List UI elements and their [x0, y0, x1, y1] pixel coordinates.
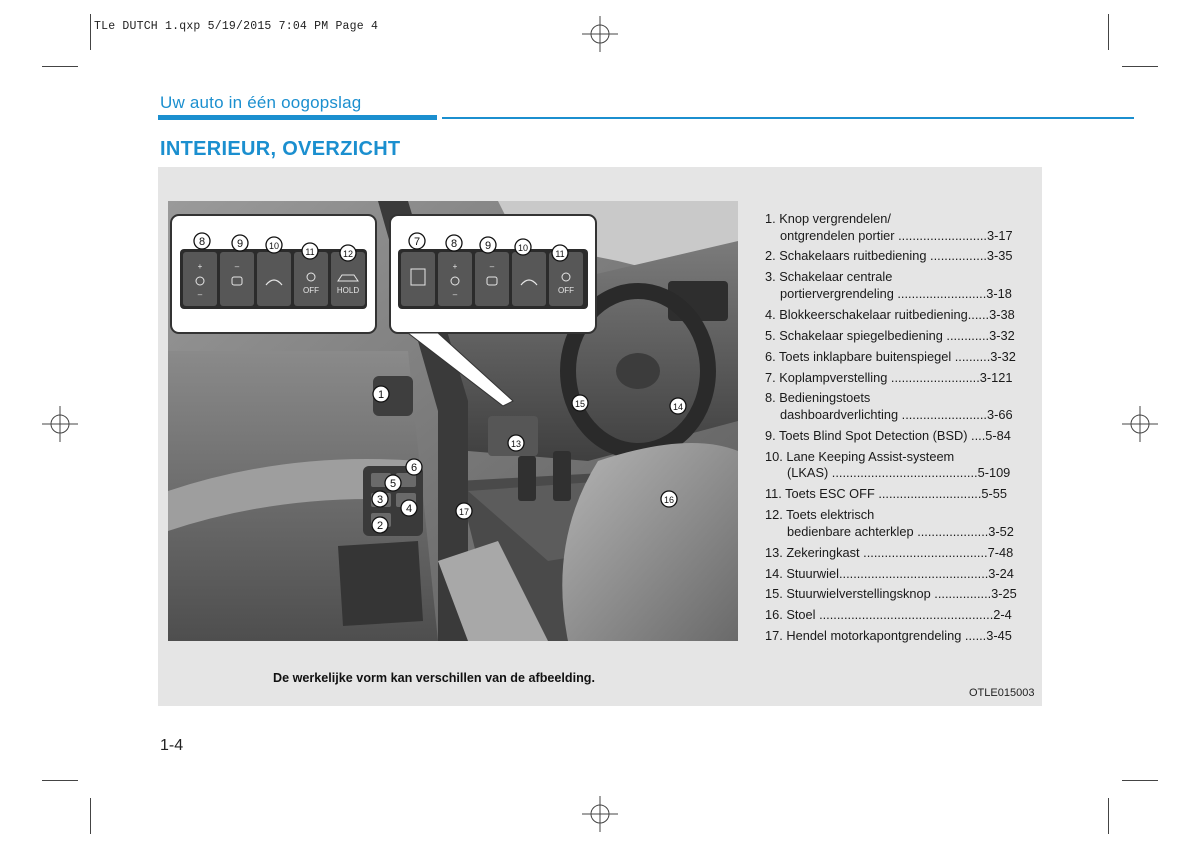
legend-item: 15. Stuurwielverstellingsknop ................3-25 [765, 586, 1017, 602]
svg-text:10: 10 [268, 241, 280, 251]
registration-mark-icon [582, 796, 618, 832]
crop-mark [1108, 14, 1109, 50]
svg-text:15: 15 [574, 399, 586, 409]
hold-label: HOLD [336, 286, 360, 295]
legend-item: 8. Bedieningstoets dashboardverlichting ........................3-66 [765, 390, 1013, 423]
svg-text:14: 14 [672, 402, 684, 412]
callout-marker [266, 237, 282, 253]
page-number: 1-4 [160, 737, 184, 754]
callout-marker [194, 233, 210, 249]
legend-item: 12. Toets elektrisch bedienbare achterklep ....................3-52 [765, 507, 1014, 539]
svg-text:9: 9 [484, 240, 492, 252]
crop-mark [1122, 780, 1158, 781]
legend-item: 13. Zekeringkast ...................................7-48 [765, 544, 1014, 560]
legend-item: 5. Schakelaar spiegelbediening ............3-32 [765, 327, 1015, 343]
svg-text:10: 10 [517, 243, 529, 253]
svg-text:17: 17 [458, 507, 470, 517]
callout-marker [552, 245, 568, 261]
svg-text:8: 8 [450, 238, 458, 250]
svg-text:2: 2 [376, 520, 384, 532]
figure-caption: De werkelijke vorm kan verschillen van de afbeelding. [273, 671, 595, 685]
crop-mark [42, 780, 78, 781]
legend-item: 10. Lane Keeping Assist-systeem (LKAS) .........................................5-109 [765, 448, 1011, 481]
svg-text:1: 1 [377, 389, 385, 401]
callout-marker [373, 386, 389, 402]
legend-item: 14. Stuurwiel..........................................3-24 [765, 565, 1014, 581]
svg-text:–: – [452, 290, 458, 299]
legend-item: 17. Hendel motorkapontgrendeling ......3-45 [765, 628, 1012, 644]
svg-text:9: 9 [236, 238, 244, 250]
legend-item: 16. Stoel .................................................2-4 [765, 607, 1012, 623]
svg-text:12: 12 [342, 249, 354, 259]
callout-marker [456, 503, 472, 519]
print-slug: TLe DUTCH 1.qxp 5/19/2015 7:04 PM Page 4 [94, 20, 379, 33]
page-title: INTERIEUR, OVERZICHT [160, 138, 401, 160]
callout-marker [572, 395, 588, 411]
registration-mark-icon [42, 406, 78, 442]
svg-text:7: 7 [413, 236, 421, 248]
esc-off-label: OFF [303, 286, 319, 295]
legend-item: 1. Knop vergrendelen/ ontgrendelen portier .........................3-17 [765, 211, 1013, 243]
crop-mark [1122, 66, 1158, 67]
registration-mark-icon [1122, 406, 1158, 442]
legend-item: 3. Schakelaar centrale portiervergrendeling .........................3-18 [765, 269, 1012, 301]
image-code: OTLE015003 [969, 687, 1035, 699]
callout-marker [508, 435, 524, 451]
registration-mark-icon [582, 16, 618, 52]
svg-text:+: + [197, 262, 203, 271]
callout-marker [406, 459, 422, 475]
callout-marker [372, 517, 388, 533]
svg-text:11: 11 [555, 249, 565, 259]
svg-text:13: 13 [510, 439, 522, 449]
svg-text:5: 5 [389, 478, 397, 490]
crop-mark [1108, 798, 1109, 834]
section-label: Uw auto in één oogopslag [160, 93, 362, 112]
svg-text:8: 8 [198, 236, 206, 248]
legend-item: 9. Toets Blind Spot Detection (BSD) ....5-84 [765, 427, 1011, 443]
callout-marker [385, 475, 401, 491]
callout-marker [372, 491, 388, 507]
callout-marker [340, 245, 356, 261]
callout-marker [302, 243, 318, 259]
callout-marker [446, 235, 462, 251]
callout-marker [515, 239, 531, 255]
component-legend [765, 211, 1033, 649]
callout-marker [409, 233, 425, 249]
svg-text:16: 16 [663, 495, 675, 505]
svg-text:–: – [234, 262, 240, 271]
svg-text:OFF: OFF [558, 286, 574, 295]
legend-item: 2. Schakelaars ruitbediening ................3-35 [765, 248, 1013, 264]
svg-text:3: 3 [376, 494, 384, 506]
crop-mark [90, 798, 91, 834]
svg-text:–: – [489, 262, 495, 271]
svg-text:11: 11 [305, 247, 315, 257]
svg-text:–: – [197, 290, 203, 299]
legend-item: 4. Blokkeerschakelaar ruitbediening......3-38 [765, 306, 1015, 322]
svg-text:4: 4 [405, 503, 413, 515]
callout-marker [232, 235, 248, 251]
legend-item: 6. Toets inklapbare buitenspiegel ..........3-32 [765, 348, 1016, 364]
callout-marker [480, 237, 496, 253]
callout-marker [661, 491, 677, 507]
legend-item: 7. Koplampverstelling .........................3-121 [765, 369, 1013, 385]
callout-marker [401, 500, 417, 516]
svg-text:+: + [452, 262, 458, 271]
legend-item: 11. Toets ESC OFF .............................5-55 [765, 486, 1008, 502]
section-rule-thick [158, 115, 437, 120]
crop-mark [90, 14, 91, 50]
crop-mark [42, 66, 78, 67]
interior-illustration [168, 201, 738, 641]
section-rule-thin [442, 117, 1134, 119]
svg-text:6: 6 [410, 462, 418, 474]
callout-marker [670, 398, 686, 414]
